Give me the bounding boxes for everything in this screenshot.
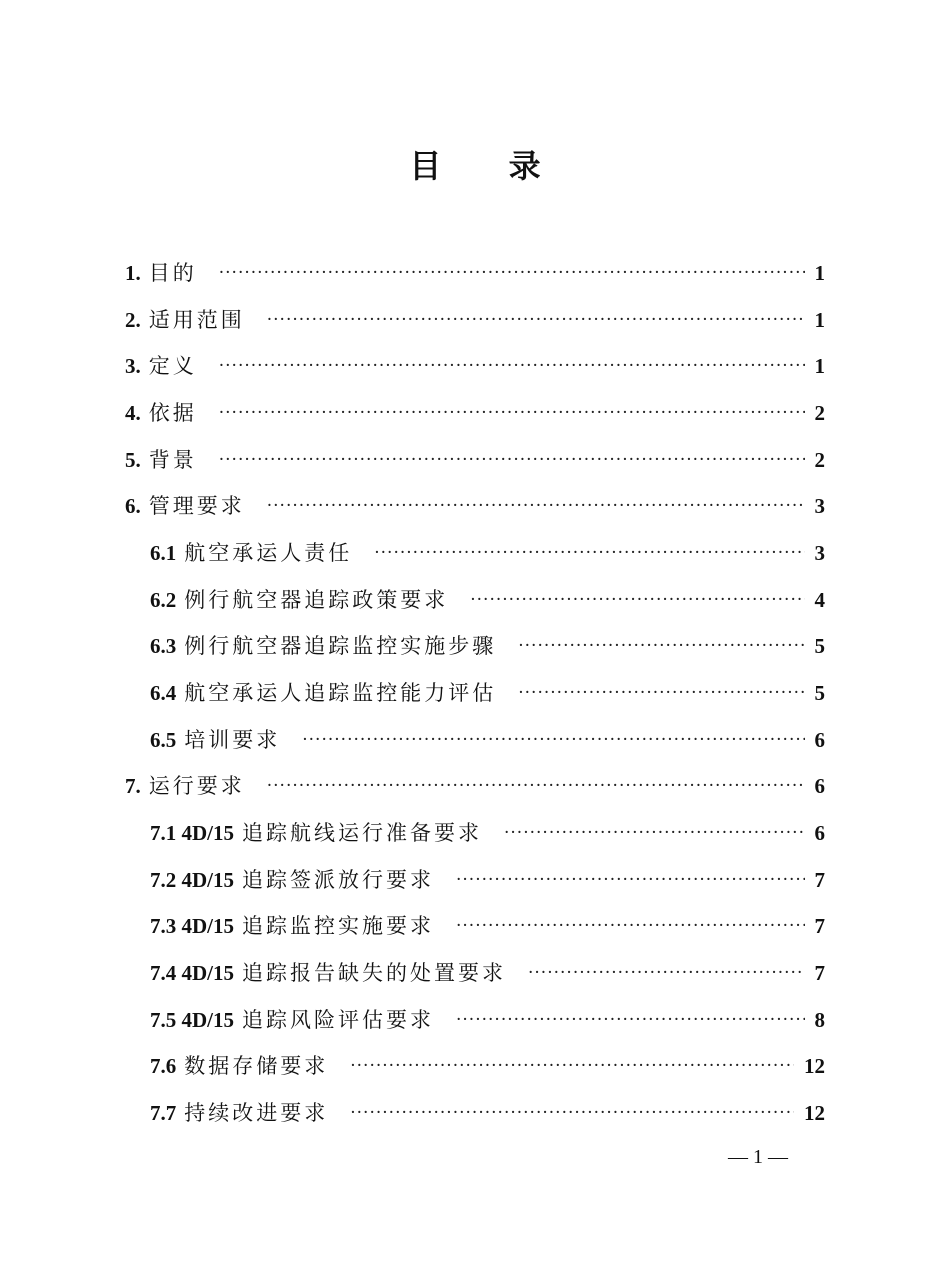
toc-entry-page: 6 [814,728,825,752]
toc-entry-page: 12 [804,1101,825,1125]
toc-entry-page: 7 [814,868,825,892]
toc-entry-number: 4. [125,401,141,425]
toc-entry-page: 7 [814,961,825,985]
toc-entry-number: 7.5 4D/15 [150,1008,234,1032]
toc-entry[interactable] [150,1005,825,1035]
toc-entry[interactable] [150,958,825,988]
toc-entry-title: 培训要求 [184,728,281,752]
toc-entry[interactable] [150,725,825,755]
toc-entry-number: 7.4 4D/15 [150,961,234,985]
toc-entry[interactable] [150,631,825,661]
toc-entry-number: 6.4 [150,681,177,705]
dot-leader [518,631,804,661]
toc-entry-number: 2. [125,308,141,332]
toc-entry-number: 7.6 [150,1054,177,1078]
toc-entry[interactable] [125,398,825,428]
toc-entry-title: 持续改进要求 [184,1101,329,1125]
toc-entry-number: 7. [125,774,141,798]
toc-entry-title: 运行要求 [148,774,245,798]
dot-leader [267,305,805,335]
toc-entry-page: 8 [814,1008,825,1032]
toc-entry[interactable] [150,585,825,615]
toc-entry-page: 4 [814,588,825,612]
dot-leader [350,1098,794,1128]
toc-entry-number: 5. [125,448,141,472]
dot-leader [470,585,804,615]
toc-entry-title: 例行航空器追踪监控实施步骤 [184,634,497,658]
toc-entry-page: 7 [814,914,825,938]
toc-entry-number: 7.3 4D/15 [150,914,234,938]
toc-entry-page: 1 [814,261,825,285]
toc-entry-number: 6.1 [150,541,177,565]
toc-entry-number: 7.2 4D/15 [150,868,234,892]
toc-entry[interactable] [150,1051,825,1081]
toc-entry-number: 3. [125,354,141,378]
toc-entry-number: 6.2 [150,588,177,612]
toc-entry-page: 5 [814,634,825,658]
page-number-footer: — 1 — [728,1146,788,1168]
dot-leader [302,725,804,755]
toc-entry-title: 依据 [148,401,197,425]
toc-entry-page: 1 [814,354,825,378]
toc-entry-title: 追踪航线运行准备要求 [242,821,482,845]
toc-entry-page: 12 [804,1054,825,1078]
toc-entry-title: 数据存储要求 [184,1054,329,1078]
dot-leader [456,911,805,941]
toc-entry[interactable] [125,258,825,288]
toc-entry[interactable] [150,865,825,895]
toc-entry[interactable] [150,1098,825,1128]
toc-entry-title: 航空承运人责任 [184,541,353,565]
toc-entry[interactable] [150,538,825,568]
toc-entry[interactable] [125,351,825,381]
toc-entry-title: 管理要求 [148,494,245,518]
toc-entry-page: 6 [814,821,825,845]
toc-entry[interactable] [125,771,825,801]
toc-entry-page: 6 [814,774,825,798]
toc-entry-title: 追踪报告缺失的处置要求 [242,961,506,985]
toc-entry-title: 定义 [148,354,197,378]
toc-entry-page: 5 [814,681,825,705]
toc-entry-page: 3 [814,541,825,565]
dot-leader [219,351,805,381]
toc-entry-title: 适用范围 [148,308,245,332]
toc-entry[interactable] [125,491,825,521]
toc-entry[interactable] [125,445,825,475]
dot-leader [528,958,805,988]
toc-entry-page: 2 [814,448,825,472]
toc-entry-number: 7.1 4D/15 [150,821,234,845]
dot-leader [456,865,805,895]
dot-leader [350,1051,794,1081]
toc-entry-number: 6.5 [150,728,177,752]
dot-leader [219,258,805,288]
toc-entry-number: 7.7 [150,1101,177,1125]
toc-entry[interactable] [150,678,825,708]
toc-entry-title: 追踪风险评估要求 [242,1008,434,1032]
toc-entry-title: 目的 [148,261,197,285]
toc-entry-title: 例行航空器追踪政策要求 [184,588,449,612]
toc-entry-page: 3 [814,494,825,518]
dot-leader [504,818,805,848]
toc-entry-title: 航空承运人追踪监控能力评估 [184,681,497,705]
dot-leader [518,678,804,708]
toc-entry-title: 背景 [148,448,197,472]
toc-entry-number: 6. [125,494,141,518]
dot-leader [219,398,805,428]
toc-entry[interactable] [150,818,825,848]
dot-leader [219,445,805,475]
toc-entry-title: 追踪签派放行要求 [242,868,434,892]
toc-entry[interactable] [150,911,825,941]
toc-entry-title: 追踪监控实施要求 [242,914,434,938]
toc-entry-number: 1. [125,261,141,285]
toc-entry-page: 1 [814,308,825,332]
toc-entry[interactable] [125,305,825,335]
dot-leader [374,538,804,568]
toc-entry-number: 6.3 [150,634,177,658]
dot-leader [267,491,805,521]
toc-title: 目 录 [409,147,569,185]
toc-entry-page: 2 [814,401,825,425]
dot-leader [456,1005,805,1035]
dot-leader [267,771,805,801]
